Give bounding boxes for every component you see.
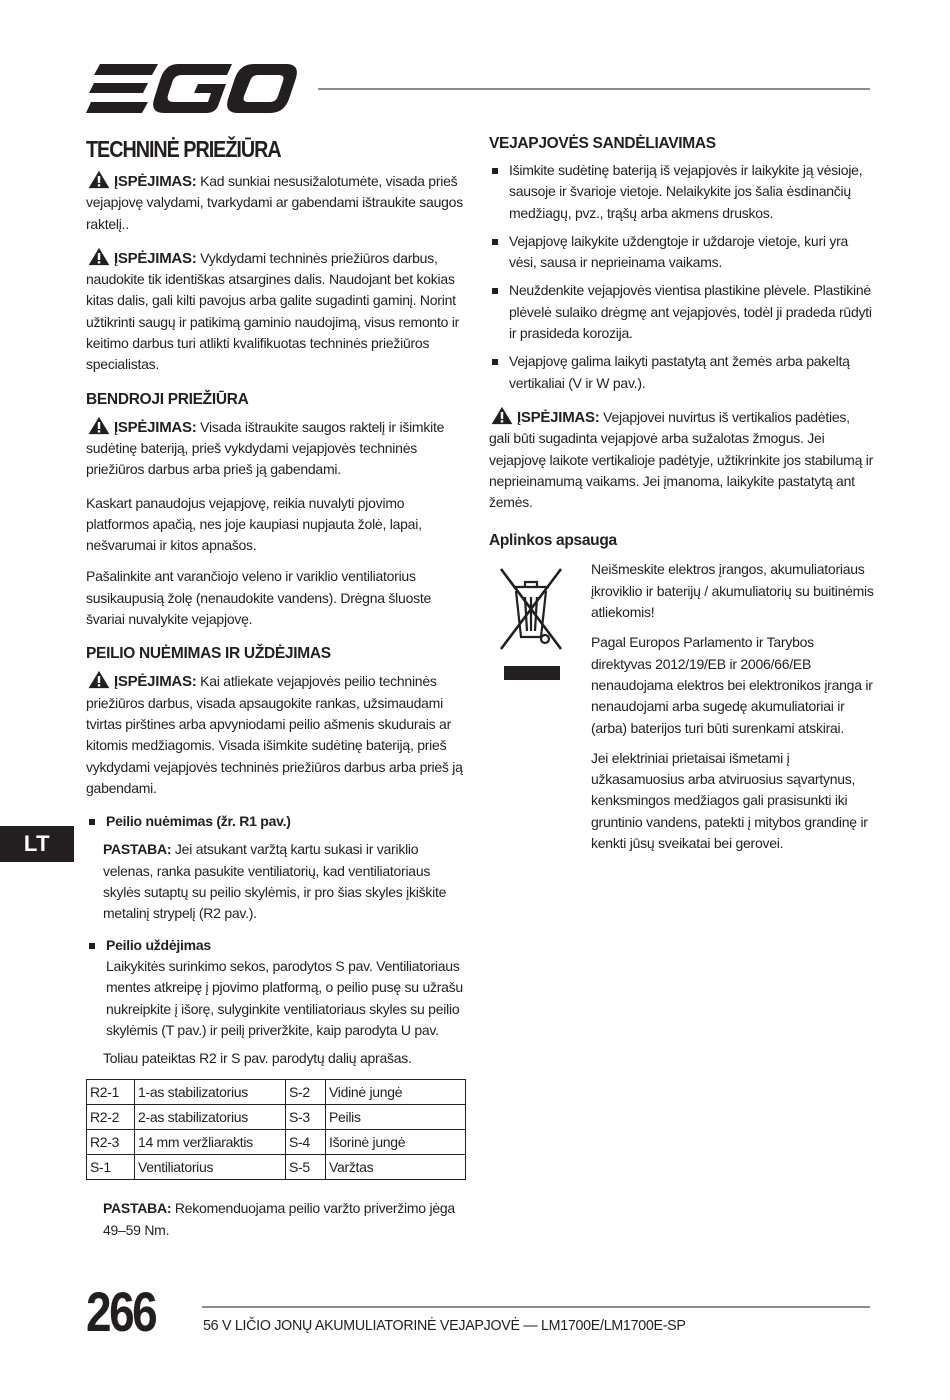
- table-cell: S-1: [87, 1155, 135, 1180]
- section-title-blade: PEILIO NUĖMIMAS IR UŽDĖJIMAS: [86, 645, 331, 663]
- right-column: [489, 134, 874, 863]
- note-label: PASTABA:: [103, 1200, 172, 1217]
- header-rule: [318, 88, 870, 90]
- warning-label: ĮSPĖJIMAS:: [114, 173, 197, 190]
- torque-note: [86, 1198, 468, 1241]
- install-text: Laikykitės surinkimo sekos, parodytos S pav. Ventiliatoriaus mentes atkreipę į pjovimo platformą, o peilio pusę su užrašu nukreipkite į išorę, sulyginkite ventiliatoriaus skyles su peilio skylėmis (T pav.) ir peilį priveržkite, kaip parodyta U pav.: [106, 957, 463, 1038]
- table-cell: R2-3: [87, 1130, 135, 1155]
- warning-text: Vejapjovei nuvirtus iš vertikalios padėties, gali būti sugadinta vejapjovė arba sužalotas žmogus. Jei vejapjovę laikote vertikalioje padėtyje, užtikrinkite jos stabilumą ir neprieinamumą vaikams. Jei įmanoma, laikykite pastatytą ant žemės.: [489, 408, 874, 511]
- removal-heading: Peilio nuėmimas (žr. R1 pav.): [106, 813, 291, 830]
- body-paragraph: Jei elektriniai prietaisai išmetami į užkasamuosius arba atviruosius sąvartynus, kenksmingos medžiagos gali prasisunkti iki gruntinio vandens, patekti į mitybos grandinę ir kenkti jūsų sveikatai bei gerovei.: [591, 749, 868, 852]
- list-item: Vejapjovę galima laikyti pastatytą ant žemės arba pakeltą vertikaliai (V ir W pav.).: [489, 351, 874, 394]
- warning-paragraph: [86, 416, 468, 481]
- list-item: Išimkite sudėtinę bateriją iš vejapjovės ir laikykite ją vėsioje, sausoje ir švarioje vietoje. Nelaikykite jos šalia ėsdinančių medžiagų, pvz., trąšų arba akmens druskos.: [489, 160, 874, 224]
- list-item: Neuždenkite vejapjovės vientisa plastikine plėvele. Plastikinė plėvelė sulaiko drėgmę ant vejapjovės, todėl ji pradeda rūdyti ir prasideda korozija.: [489, 280, 874, 344]
- warning-paragraph: [86, 247, 468, 376]
- table-cell: 14 mm veržliaraktis: [135, 1130, 286, 1155]
- table-row: [87, 1105, 466, 1130]
- table-row: [87, 1155, 466, 1180]
- footer-rule: [202, 1306, 870, 1308]
- environment-text: [591, 559, 874, 854]
- table-cell: S-4: [286, 1130, 326, 1155]
- warning-paragraph: [86, 670, 468, 799]
- warning-text: Visada ištraukite saugos raktelį ir išimkite sudėtinę bateriją, prieš vykdydami vejapjovės techninės priežiūros darbus arba prieš ją gabendami.: [86, 418, 445, 478]
- note-text: Rekomenduojama peilio varžto priveržimo jėga 49–59 Nm.: [103, 1200, 455, 1238]
- warning-label: ĮSPĖJIMAS:: [517, 408, 600, 426]
- body-paragraph: Pagal Europos Parlamento ir Tarybos direktyvas 2012/19/EB ir 2006/66/EB nenaudojama elektros bei elektronikos įranga ir nenaudojami arba sugedę akumuliatoriai ir (arba) baterijos turi būti surenkami atskirai.: [591, 634, 873, 736]
- section-title-general: BENDROJI PRIEŽIŪRA: [86, 390, 249, 408]
- table-cell: 2-as stabilizatorius: [135, 1105, 286, 1130]
- note-label: PASTABA:: [103, 841, 172, 858]
- table-cell: Ventiliatorius: [135, 1155, 286, 1180]
- warning-paragraph: [86, 170, 468, 235]
- blade-steps-list: [86, 935, 468, 1041]
- body-paragraph: Neišmeskite elektros įrangos, akumuliatoriaus įkroviklio ir baterijų / akumuliatorių su buitinėmis atliekomis!: [591, 561, 874, 621]
- table-cell: Peilis: [326, 1105, 466, 1130]
- list-item: [86, 811, 468, 832]
- warning-label: ĮSPĖJIMAS:: [114, 249, 197, 267]
- table-cell: S-5: [286, 1155, 326, 1180]
- page-number: 266: [86, 1280, 156, 1343]
- table-cell: Varžtas: [326, 1155, 466, 1180]
- environment-block: [489, 559, 874, 854]
- body-paragraph: Kaskart panaudojus vejapjovę, reikia nuvalyti pjovimo platformos apačią, nes joje kaupiasi nupjauta žolė, lapai, nešvarumai ir kitos apnašos.: [86, 494, 422, 554]
- warning-paragraph: [489, 406, 874, 513]
- parts-table: [86, 1079, 466, 1180]
- left-column: [86, 134, 468, 1241]
- table-cell: R2-2: [87, 1105, 135, 1130]
- warning-text: Kad sunkiai nesusižalotumėte, visada prieš vejapjovę valydami, tvarkydami ar gabendami ištraukite saugos raktelį..: [86, 173, 463, 232]
- warning-triangle-icon: [86, 416, 112, 435]
- warning-triangle-icon: [489, 406, 515, 425]
- warning-text: Vykdydami techninės priežiūros darbus, naudokite tik identiškas atsargines dalis. Naudojant bet kokias kitas dalis, gali kilti pavojus arba galite sugadinti gaminį. Norint užtikrinti saugų ir patikimą gaminio naudojimą, visus remonto ir keitimo darbus turi atlikti kvalifikuotas techninės priežiūros specialistas.: [86, 249, 460, 373]
- warning-triangle-icon: [86, 170, 112, 189]
- warning-label: ĮSPĖJIMAS:: [114, 418, 197, 436]
- page-title: TECHNINĖ PRIEŽIŪRA: [86, 136, 281, 162]
- crossed-out-bin-icon: [499, 565, 565, 681]
- table-cell: S-3: [286, 1105, 326, 1130]
- warning-triangle-icon: [86, 670, 112, 689]
- table-row: [87, 1130, 466, 1155]
- table-cell: S-2: [286, 1080, 326, 1105]
- section-title-environment: Aplinkos apsauga: [489, 532, 617, 550]
- parts-intro: Toliau pateiktas R2 ir S pav. parodytų dalių aprašas.: [103, 1050, 412, 1067]
- table-cell: Vidinė jungė: [326, 1080, 466, 1105]
- body-paragraph: Pašalinkite ant varančiojo veleno ir variklio ventiliatorius susikaupusią žolę (nenaudokite vandens). Drėgna šluoste švariai nuvalykite vejapjovę.: [86, 568, 432, 628]
- language-tab: LT: [0, 826, 74, 862]
- table-cell: 1-as stabilizatorius: [135, 1080, 286, 1105]
- table-cell: R2-1: [87, 1080, 135, 1105]
- ego-logo: [86, 62, 300, 116]
- list-item: [86, 935, 468, 1041]
- warning-triangle-icon: [86, 247, 112, 266]
- section-title-storage: VEJAPJOVĖS SANDĖLIAVIMAS: [489, 135, 716, 152]
- blade-steps-list: [86, 811, 468, 832]
- table-cell: Išorinė jungė: [326, 1130, 466, 1155]
- list-item: Vejapjovę laikykite uždengtoje ir uždaroje vietoje, kuri yra vėsi, sausa ir neprieinama vaikams.: [489, 231, 874, 274]
- footer-title: 56 V LIČIO JONŲ AKUMULIATORINĖ VEJAPJOVĖ — LM1700E/LM1700E-SP: [203, 1317, 686, 1334]
- storage-list: [489, 160, 874, 394]
- install-heading: Peilio uždėjimas: [106, 936, 211, 953]
- warning-label: ĮSPĖJIMAS:: [114, 673, 197, 691]
- removal-note: [86, 839, 468, 924]
- note-text: Jei atsukant varžtą kartu sukasi ir variklio velenas, ranka pasukite ventiliatorių, kad ventiliatoriaus skylės sutaptų su peilio skylėmis, ir pro šias skyles įkiškite metalinį strypelį (R2 pav.).: [103, 841, 447, 922]
- warning-text: Kai atliekate vejapjovės peilio techninės priežiūros darbus, visada apsaugokite rankas, užsimaudami tvirtas pirštines arba apvyniodami peilio ašmenis skudurais ar kitomis medžiagomis. Visada išimkite sudėtinę bateriją, prieš vykdydami vejapjovės techninės priežiūros darbus arba prieš ją gabendami.: [86, 673, 463, 796]
- table-row: [87, 1080, 466, 1105]
